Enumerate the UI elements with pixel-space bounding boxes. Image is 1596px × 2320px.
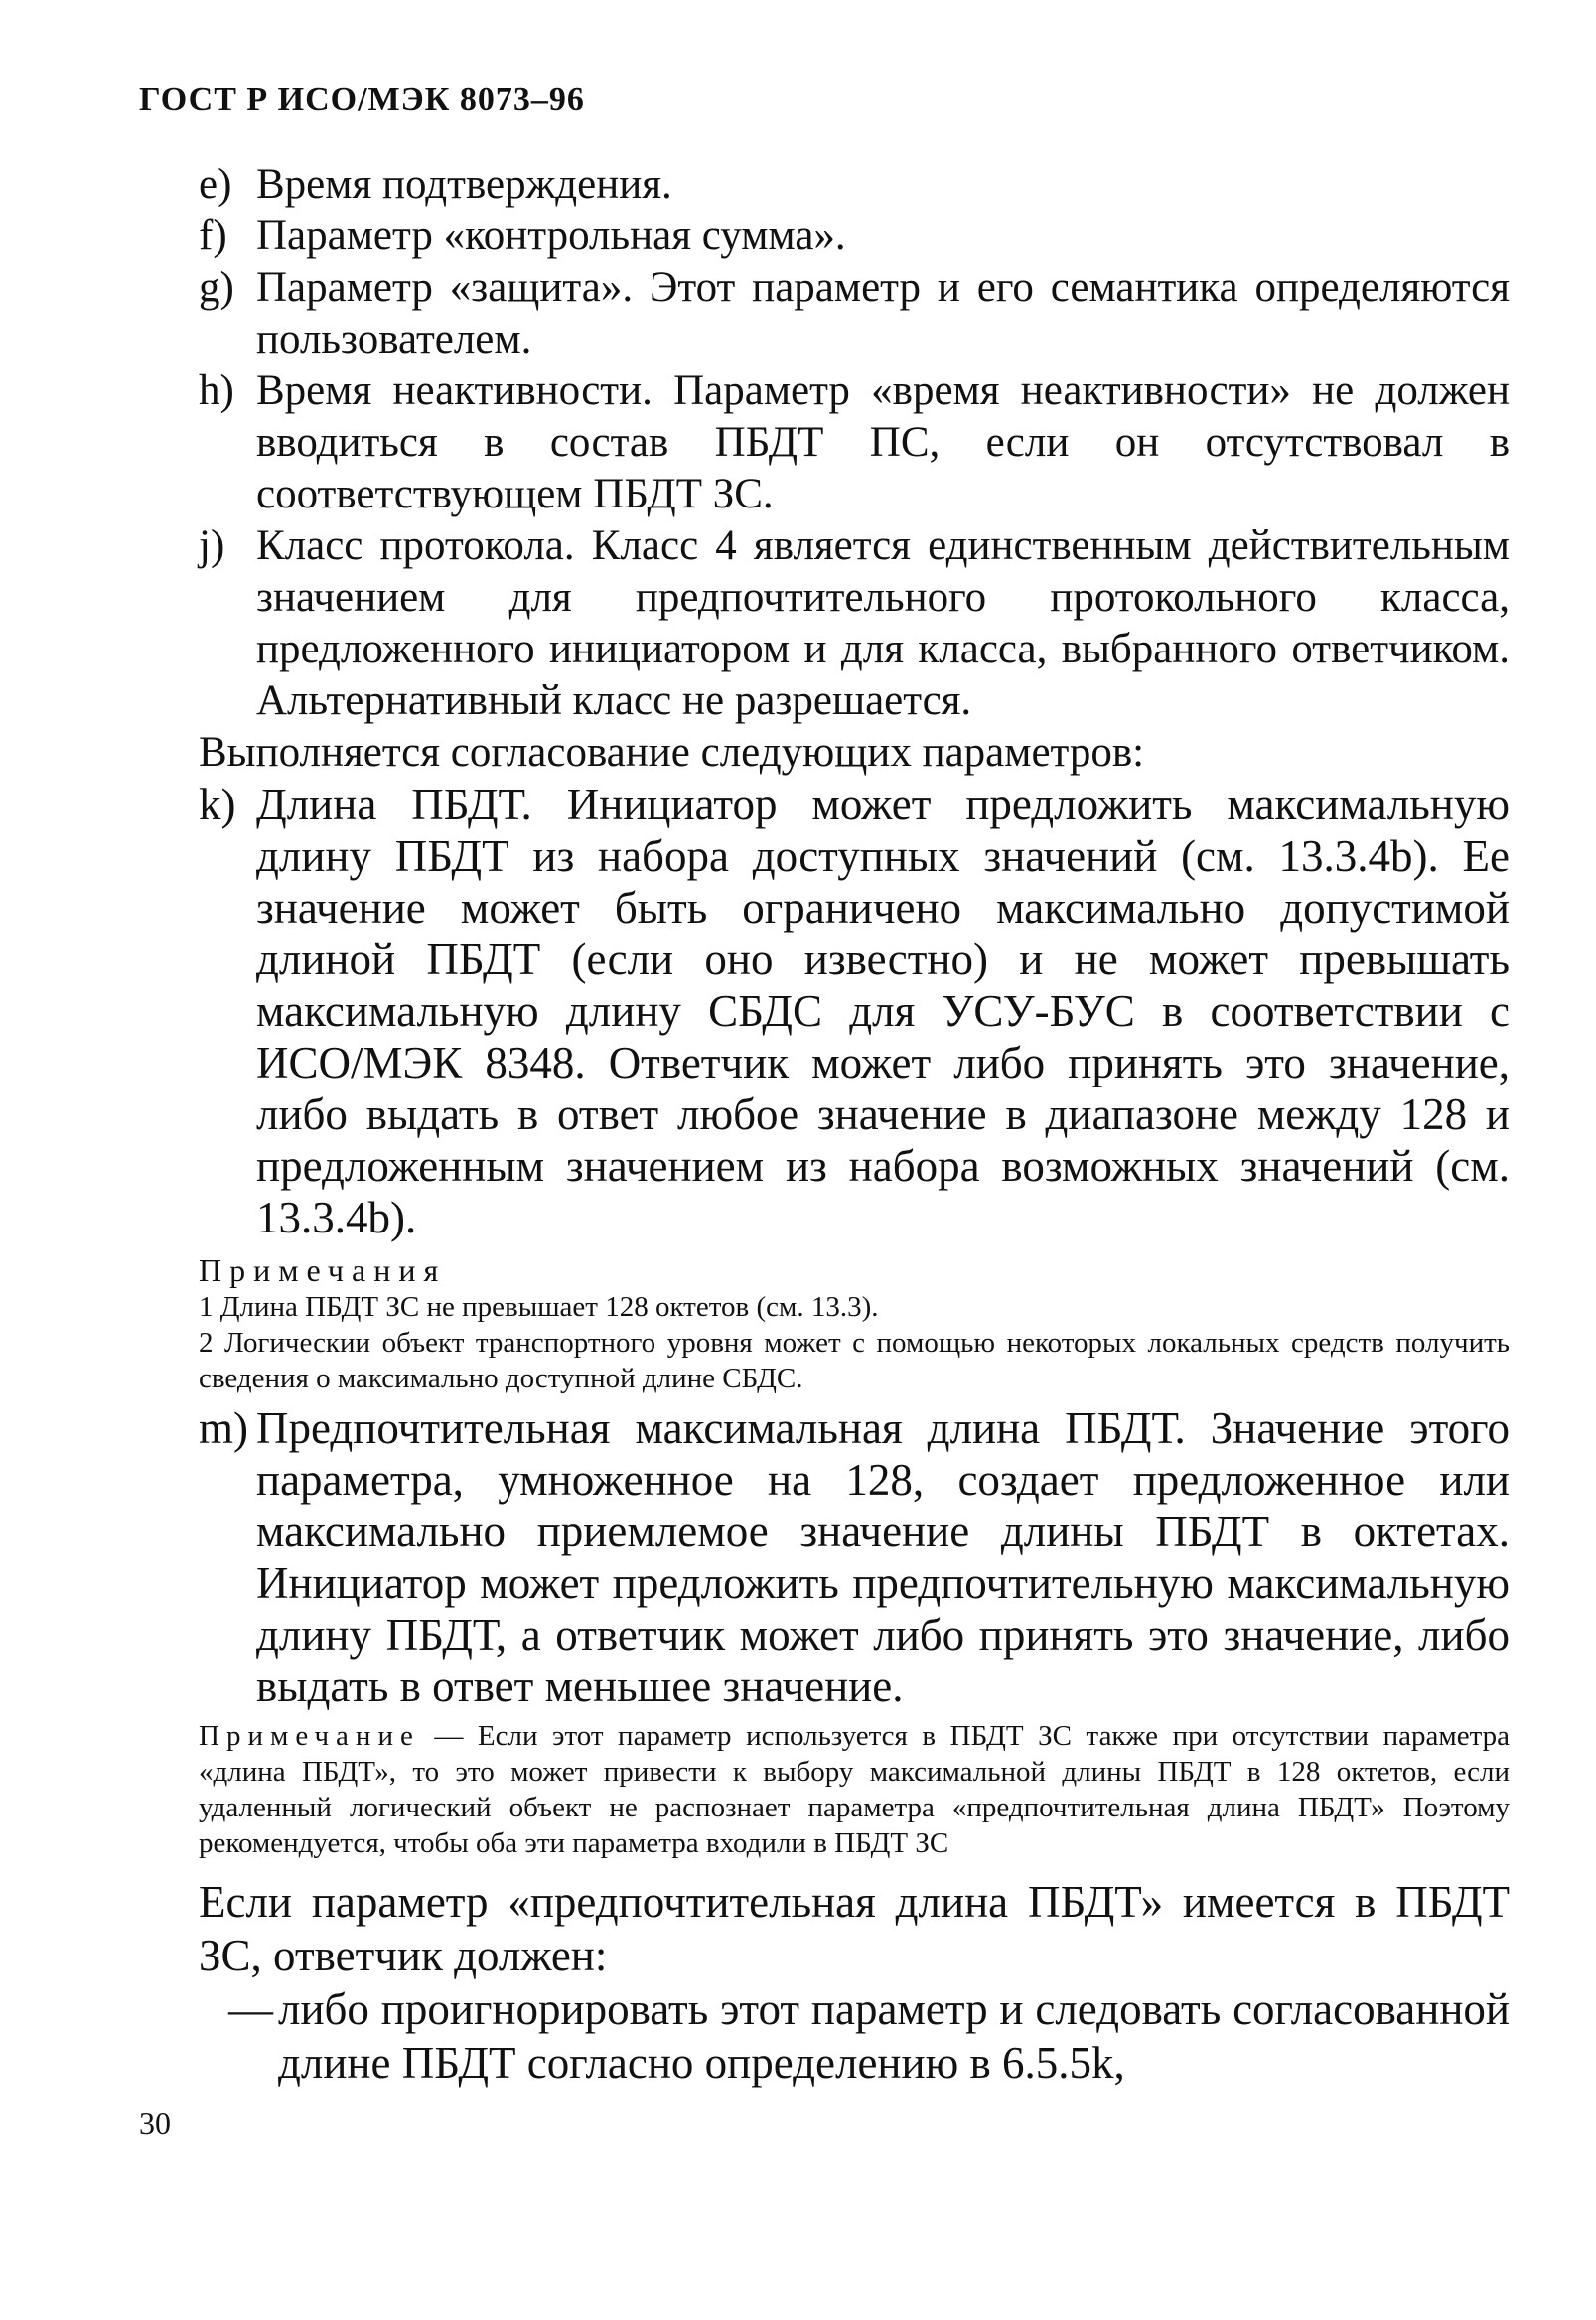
document-body: [199, 159, 1510, 2090]
list-marker: j): [199, 522, 225, 569]
note-1: 1 Длина ПБДТ ЗС не превышает 128 октетов (см. 13.3).: [199, 1291, 879, 1323]
list-marker: m): [199, 1403, 248, 1453]
list-marker: k): [199, 780, 236, 829]
list-marker: g): [199, 264, 234, 311]
list-item-j: [199, 520, 1510, 727]
list-item-g: [199, 262, 1510, 365]
dash-text: либо проигнорировать этот параметр и следовать согласованной длине ПБДТ согласно определению в 6.5.5k,: [278, 1984, 1510, 2088]
note-single: [199, 1718, 1510, 1861]
list-marker: h): [199, 367, 234, 414]
document-header: ГОСТ Р ИСО/МЭК 8073–96: [139, 81, 585, 118]
list-text: Время подтверждения.: [256, 161, 672, 208]
list-item-f: [199, 211, 1510, 262]
dash-marker: —: [228, 1984, 273, 2034]
list-text: Параметр «контрольная сумма».: [256, 213, 846, 259]
page-number: 30: [139, 2105, 171, 2141]
list-item-k: [199, 779, 1510, 1243]
list-text: Класс протокола. Класс 4 является единственным действительным значением для предпочтительного протокольного класса, предложенного инициатором и для класса, выбранного ответчиком. Альтернативный класс не разрешается.: [256, 522, 1510, 724]
list-text: Параметр «защита». Этот параметр и его семантика определяются пользователем.: [256, 264, 1510, 362]
list-item-e: [199, 159, 1510, 211]
note-text: — Если этот параметр используется в ПБДТ ЗС также при отсутствии параметра «длина ПБДТ», то это может привести к выбору максимальной длины ПБДТ в 128 октетов, если удаленный логический объект не распознает параметра «предпочтительная длина ПБДТ» Поэтому рекомендуется, чтобы оба эти параметра входили в ПБДТ ЗС: [199, 1720, 1510, 1859]
list-text: Время неактивности. Параметр «время неактивности» не должен вводиться в состав ПБДТ ПС, если он отсутствовал в соответствующем ПБДТ ЗС.: [256, 367, 1510, 517]
list-item-h: [199, 365, 1510, 520]
list-marker: e): [199, 161, 232, 208]
list-text: Длина ПБДТ. Инициатор может предложить максимальную длину ПБДТ из набора доступных значений (см. 13.3.4b). Ее значение может быть ограничено максимально допустимой длиной ПБДТ (если оно известно) и не может превышать максимальную длину СБДС для УСУ-БУС в соответствии с ИСО/МЭК 8348. Ответчик может либо принять это значение, либо выдать в ответ любое значение в диапазоне между 128 и предложенным значением из набора возможных значений (см. 13.3.4b).: [256, 780, 1510, 1242]
note-2: 2 Логическии объект транспортного уровня может с помощью некоторых локальных средств получить сведения о максимально доступной длине СБДС.: [199, 1327, 1510, 1394]
note-label: Примечание: [199, 1720, 420, 1752]
dash-list-item: [199, 1982, 1510, 2090]
negotiation-intro: Выполняется согласование следующих параметров:: [199, 729, 1145, 776]
list-item-m: [199, 1402, 1510, 1712]
list-text: Предпочтительная максимальная длина ПБДТ. Значение этого параметра, умноженное на 128, создает предложенное или максимально приемлемое значение длины ПБДТ в октетах. Инициатор может предложить предпочтительную максимальную длину ПБДТ, а ответчик может либо принять это значение, либо выдать в ответ меньшее значение.: [256, 1403, 1510, 1711]
list-marker: f): [199, 213, 227, 259]
closing-paragraph: Если параметр «предпочтительная длина ПБДТ» имеется в ПБДТ ЗС, ответчик должен:: [199, 1877, 1510, 1980]
notes-title: Примечания: [199, 1252, 447, 1288]
